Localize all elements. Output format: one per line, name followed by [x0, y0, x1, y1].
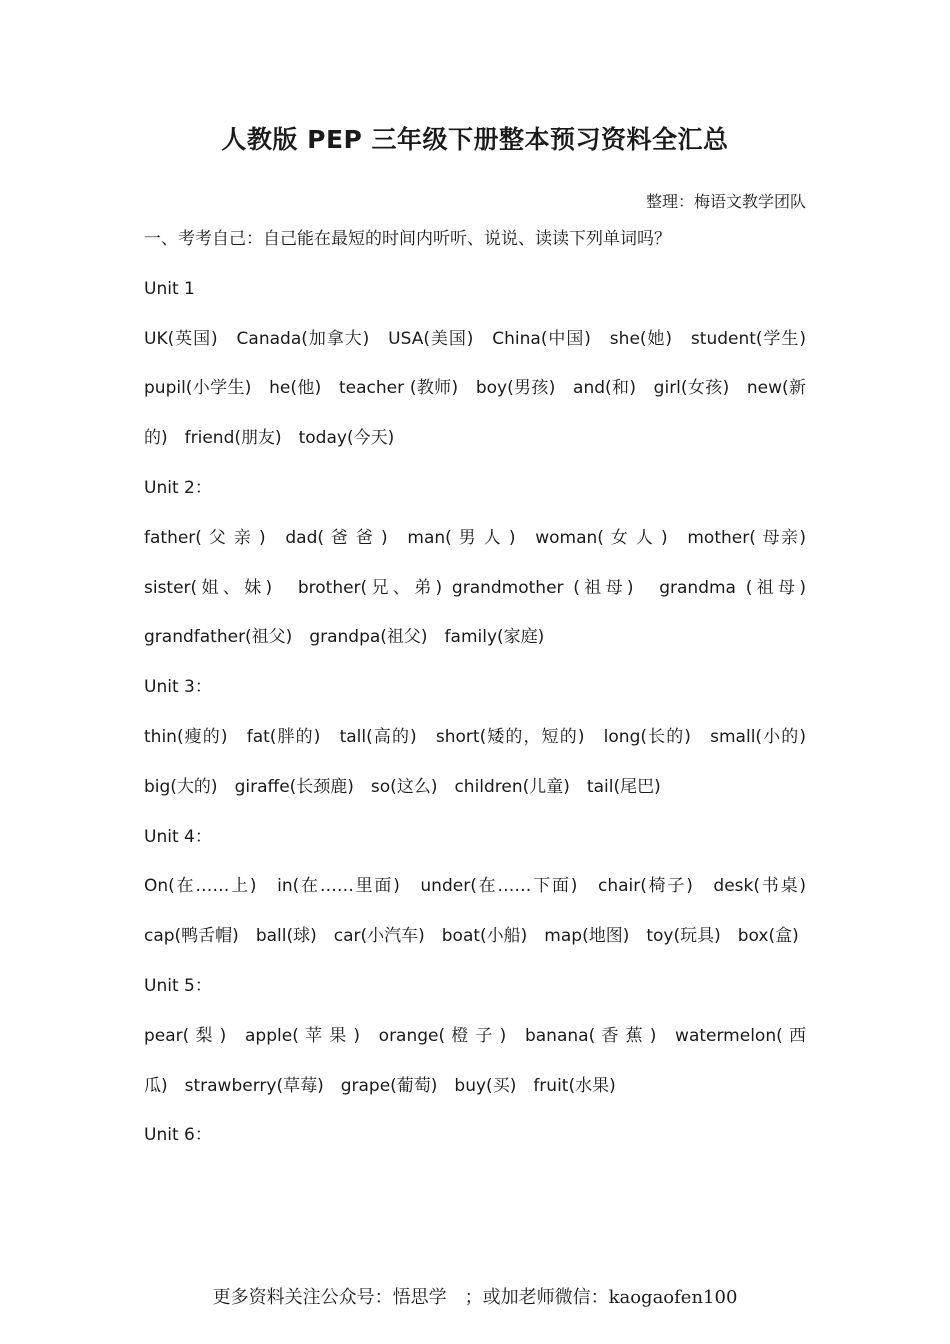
vocab-list: father( 父 亲 ) dad( 爸 爸 ) man( 男 人 ) woman( 女 人 ) mother( 母亲) sister(姐、妹) brother(兄、弟) grandmother (祖母) grandma (祖母) grandfather(祖父) grandpa(祖父) family(家庭) — [144, 527, 823, 648]
unit-heading: Unit 6： — [144, 1125, 212, 1146]
unit-heading: Unit 2： — [144, 477, 212, 498]
editor-credit: 整理：梅语文教学团队 — [645, 192, 806, 211]
document-body — [144, 215, 823, 1161]
unit-heading: Unit 3： — [144, 677, 212, 698]
unit-heading: Unit 4： — [144, 826, 212, 847]
vocab-list: On(在……上) in(在……里面) under(在……下面) chair(椅子) desk(书桌) cap(鸭舌帽) ball(球) car(小汽车) boat(小船) map(地图) toy(玩具) box(盒) — [144, 876, 823, 947]
vocab-list: pear( 梨 ) apple( 苹 果 ) orange( 橙 子 ) banana( 香 蕉 ) watermelon( 西瓜) strawberry(草莓) grape(葡萄) buy(买) fruit(水果) — [144, 1025, 806, 1096]
footer-note: 更多资料关注公众号：悟思学 ；或加老师微信：kaogaofen100 — [212, 1287, 738, 1308]
unit-heading: Unit 1 — [144, 278, 195, 299]
vocab-list: UK(英国) Canada(加拿大) USA(美国) China(中国) she(她) student(学生) pupil(小学生) he(他) teacher (教师) boy(男孩) and(和) girl(女孩) new(新的) friend(朋友) today(今天) — [144, 328, 823, 449]
unit-heading: Unit 5： — [144, 975, 212, 996]
vocab-list: thin(瘦的) fat(胖的) tall(高的) short(矮的，短的) long(长的) small(小的) big(大的) giraffe(长颈鹿) so(这么) children(儿童) tail(尾巴) — [144, 726, 823, 797]
page-title: 人教版 PEP 三年级下册整本预习资料全汇总 — [221, 125, 729, 154]
intro-question: 一、考考自己：自己能在最短的时间内听听、说说、读读下列单词吗？ — [144, 229, 671, 249]
